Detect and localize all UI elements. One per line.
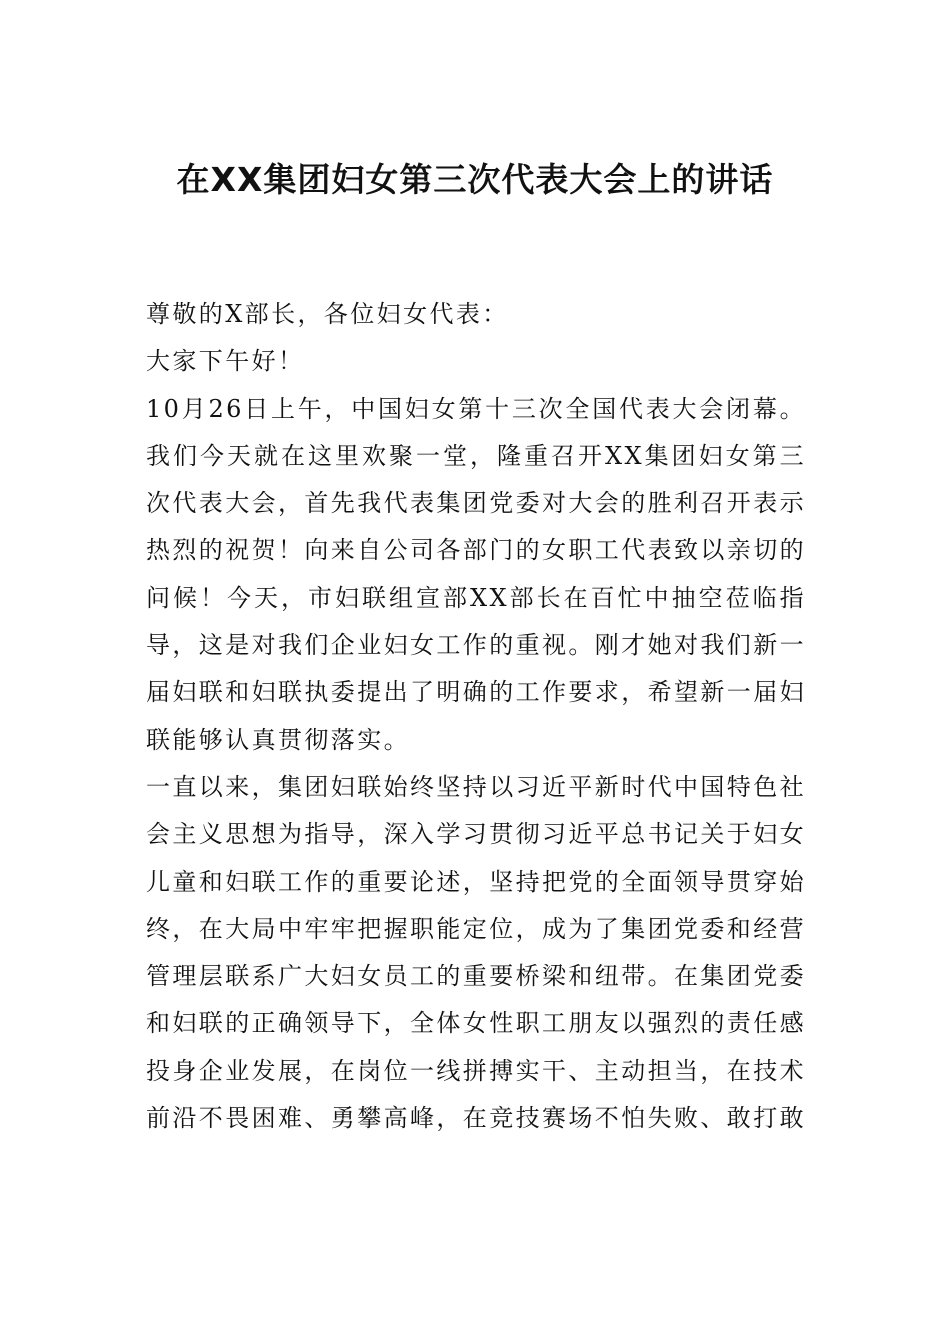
document-body bbox=[146, 291, 806, 1142]
body-paragraph: 10月26日上午，中国妇女第十三次全国代表大会闭幕。我们今天就在这里欢聚一堂，隆重召开XX集团妇女第三次代表大会，首先我代表集团党委对大会的胜利召开表示热烈的祝贺！向来自公司各部门的女职工代表致以亲切的问候！今天，市妇联组宣部XX部长在百忙中抽空莅临指导，这是对我们企业妇女工作的重视。刚才她对我们新一届妇联和妇联执委提出了明确的工作要求，希望新一届妇联能够认真贯彻落实。 bbox=[146, 394, 806, 754]
salutation-paragraph: 尊敬的X部长，各位妇女代表： bbox=[146, 300, 509, 328]
body-paragraph: 一直以来，集团妇联始终坚持以习近平新时代中国特色社会主义思想为指导，深入学习贯彻习近平总书记关于妇女儿童和妇联工作的重要论述，坚持把党的全面领导贯穿始终，在大局中牢牢把握职能定位，成为了集团党委和经营管理层联系广大妇女员工的重要桥梁和纽带。在集团党委和妇联的正确领导下，全体女性职工朋友以强烈的责任感投身企业发展，在岗位一线拼搏实干、主动担当，在技术前沿不畏困难、勇攀高峰，在竞技赛场不怕失败、敢打敢 bbox=[146, 772, 806, 1133]
document-title: 在XX集团妇女第三次代表大会上的讲话 bbox=[176, 160, 774, 199]
greeting-paragraph: 大家下午好！ bbox=[146, 347, 305, 376]
